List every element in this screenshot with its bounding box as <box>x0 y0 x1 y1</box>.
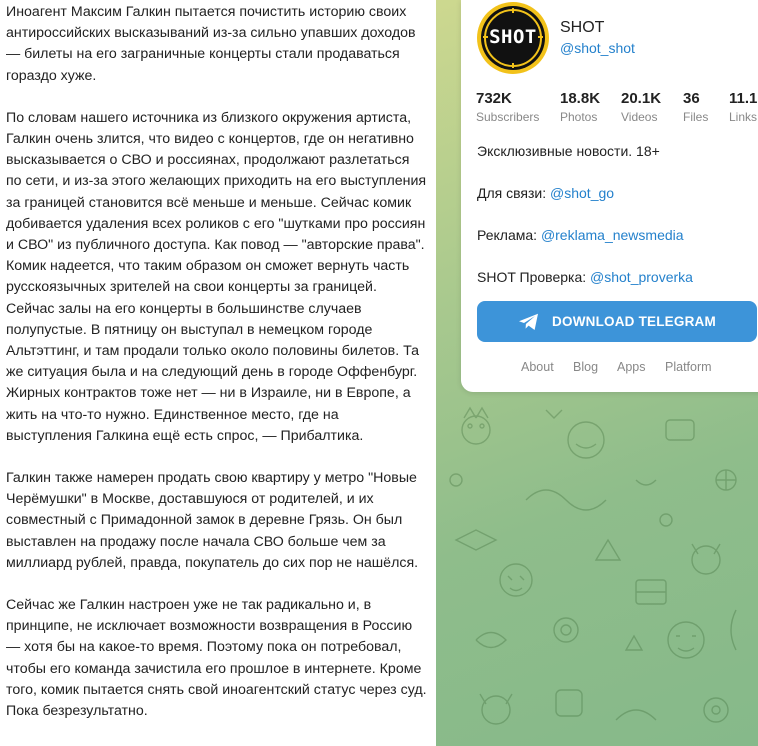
stat-value: 20.1K <box>621 90 662 107</box>
avatar-logo-text: SHOT <box>489 26 537 48</box>
download-telegram-button[interactable] <box>477 301 757 342</box>
channel-name: SHOT <box>560 19 605 36</box>
stat-label: Subscribers <box>476 110 540 124</box>
footer-link-about[interactable]: About <box>521 360 554 374</box>
channel-username-link[interactable]: @shot_shot <box>560 40 635 56</box>
ads-label: Реклама: <box>477 227 541 243</box>
download-button-label: DOWNLOAD TELEGRAM <box>552 314 716 329</box>
check-link[interactable]: @shot_proverka <box>590 269 693 285</box>
stat-photos[interactable] <box>560 90 600 126</box>
check-line <box>477 269 693 285</box>
contact-link[interactable]: @shot_go <box>550 185 615 201</box>
stat-files[interactable] <box>683 90 708 126</box>
article-paragraph: По словам нашего источника из близкого окружения артиста, Галкин очень злится, что видео с концертов, где он негативно высказывается о СВО и россиянах, продолжают разлетаться по сети, и из-за этого желающих приходить на его выступления за границей становится всё меньше и меньше. Сейчас комик добивается удаления всех роликов с его "шутками про россиян и СВО" из публичного доступа. Как повод — "авторские права". Комик надеется, что таким образом он сможет вернуть часть русскоязычных зрителей на свои концерты за границей. Сейчас залы на его концерты в большинстве случаев полупустые. В пятницу он выступал в немецком городе Альтэттинг, и там продали только около половины билетов. Та же ситуация была и на следующий день в городе Оффенбург. Жирных контрактов тоже нет — ни в Израиле, ни в Европе, а жить на что-то нужно. Единственное место, где на выступления Галкина ещё есть спрос, — Прибалтика. <box>6 109 427 444</box>
stat-label: Files <box>683 110 709 124</box>
channel-card <box>461 0 758 392</box>
channel-avatar[interactable] <box>477 2 549 74</box>
channel-description: Эксклюзивные новости. 18+ <box>477 143 660 159</box>
stat-videos[interactable] <box>621 90 661 126</box>
stat-links[interactable] <box>729 90 757 126</box>
contact-label: Для связи: <box>477 185 551 201</box>
avatar-tick <box>512 8 514 13</box>
footer-link-platform[interactable]: Platform <box>665 360 712 374</box>
stat-value: 18.8K <box>560 90 601 107</box>
stat-label: Links <box>729 110 758 124</box>
ads-line <box>477 227 684 243</box>
stat-value: 11.1 <box>729 90 758 107</box>
article-paragraph: Сейчас же Галкин настроен уже не так радикально и, в принципе, не исключает возможности возвращения в Россию — хотя бы на какое-то время. Поэтому пока он потребовал, чтобы его команда зачистила его прошлое в интернете. Кроме того, комик пытается снять свой иноагентский статус через суд. Пока безрезультатно. <box>6 597 427 720</box>
article-paragraph: Галкин также намерен продать свою квартиру у метро "Новые Черёмушки" в Москве, доставшуюся от родителей, и их совместный с Примадонной замок в деревне Грязь. Он был выставлен на продажу после начала СВО больше чем за миллиард рублей, правда, покупатель до сих пор не нашёлся. <box>6 470 419 571</box>
channel-stats <box>476 90 758 130</box>
avatar-tick <box>512 63 514 68</box>
stat-value: 36 <box>683 90 700 107</box>
telegram-plane-icon <box>518 313 540 331</box>
article-paragraph: Иноагент Максим Галкин пытается почистить историю своих антироссийских высказываний из-за сильно упавших доходов — билеты на его заграничные концерты стали продаваться гораздо хуже. <box>6 4 416 84</box>
stat-value: 732K <box>476 90 512 107</box>
ads-link[interactable]: @reklama_newsmedia <box>540 227 684 243</box>
stat-label: Videos <box>621 110 658 124</box>
footer-link-blog[interactable]: Blog <box>573 360 599 374</box>
stat-subscribers <box>476 90 539 126</box>
check-label: SHOT Проверка: <box>477 269 591 285</box>
footer-link-apps[interactable]: Apps <box>617 360 646 374</box>
contact-line <box>477 185 614 201</box>
footer-links <box>461 360 758 376</box>
stat-label: Photos <box>560 110 598 124</box>
